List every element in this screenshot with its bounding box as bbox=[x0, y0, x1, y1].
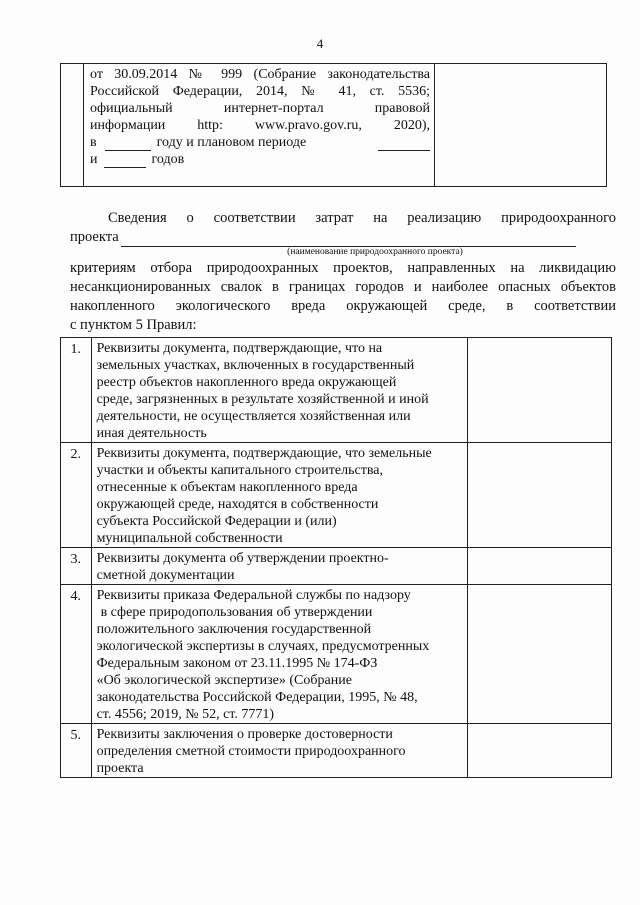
top-table bbox=[60, 63, 607, 187]
criteria-table bbox=[60, 337, 612, 778]
row-line: среде, загрязненных в результате хозяйственной и иной bbox=[96, 392, 429, 407]
row-line: «Об экологической экспертизе» (Собрание bbox=[96, 673, 352, 688]
row-value-cell bbox=[468, 585, 612, 724]
row-line: отнесенные к объектам накопленного вреда bbox=[96, 480, 358, 495]
row-line: определения сметной стоимости природоохранного bbox=[96, 744, 406, 759]
row-line: Реквизиты приказа Федеральной службы по надзору bbox=[96, 588, 411, 603]
row-line: ст. 4556; 2019, № 52, ст. 7771) bbox=[96, 707, 275, 722]
row-line: законодательства Российской Федерации, 1995, № 48, bbox=[96, 690, 418, 705]
top-line-5 bbox=[90, 134, 430, 151]
top-line-1: от 30.09.2014 № 999 (Собрание законодательства bbox=[90, 67, 430, 82]
row-number: 5. bbox=[61, 724, 92, 778]
table-row bbox=[61, 338, 612, 443]
year-blank bbox=[105, 150, 151, 151]
paragraph-line-3: накопленного экологического вреда окружающей среде, в соответствии bbox=[70, 298, 616, 314]
row-line: земельных участках, включенных в государственный bbox=[96, 358, 415, 373]
top-table-value-cell bbox=[435, 64, 607, 187]
row-number: 1. bbox=[61, 338, 92, 443]
row-line: сметной документации bbox=[96, 568, 235, 583]
row-line: муниципальной собственности bbox=[96, 531, 283, 546]
top-line-6 bbox=[90, 151, 430, 168]
heading-line-1: Сведения о соответствии затрат на реализацию природоохранного bbox=[108, 210, 616, 226]
row-number: 4. bbox=[61, 585, 92, 724]
row-line: Реквизиты документа, подтверждающие, что на bbox=[96, 341, 383, 356]
row-value-cell bbox=[468, 338, 612, 443]
table-row bbox=[61, 443, 612, 548]
top-line-5-prefix: в bbox=[90, 135, 97, 150]
row-line: окружающей среде, находятся в собственности bbox=[96, 497, 379, 512]
top-line-2: Российской Федерации, 2014, № 41, ст. 5536; bbox=[90, 84, 430, 99]
paragraph-line-1: критериям отбора природоохранных проектов, направленных на ликвидацию bbox=[70, 260, 616, 276]
section-heading bbox=[70, 209, 616, 247]
page-number: 4 bbox=[316, 36, 324, 51]
paragraph-line-4: с пунктом 5 Правил: bbox=[70, 317, 197, 333]
top-line-3: официальный интернет-портал правовой bbox=[90, 101, 430, 116]
years-blank bbox=[104, 167, 146, 168]
row-line: Реквизиты документа, подтверждающие, что земельные bbox=[96, 446, 432, 461]
row-line: в сфере природопользования об утверждении bbox=[100, 605, 373, 620]
row-value-cell bbox=[468, 724, 612, 778]
row-description bbox=[91, 585, 468, 724]
row-value-cell bbox=[468, 548, 612, 585]
table-row bbox=[61, 548, 612, 585]
row-description bbox=[91, 548, 468, 585]
period-blank bbox=[378, 150, 430, 151]
heading-line-2 bbox=[70, 228, 616, 247]
top-line-6-prefix: и bbox=[90, 152, 98, 167]
project-name-blank bbox=[121, 232, 576, 247]
row-description bbox=[91, 724, 468, 778]
table-row bbox=[61, 724, 612, 778]
row-line: проекта bbox=[96, 761, 144, 776]
row-number: 2. bbox=[61, 443, 92, 548]
heading-project-label: проекта bbox=[70, 229, 119, 245]
row-line: иная деятельность bbox=[96, 426, 207, 441]
row-description bbox=[91, 338, 468, 443]
row-line: субъекта Российской Федерации и (или) bbox=[96, 514, 337, 529]
row-line: положительного заключения государственной bbox=[96, 622, 372, 637]
top-table-text-cell bbox=[84, 64, 435, 187]
row-description bbox=[91, 443, 468, 548]
criteria-paragraph bbox=[70, 259, 616, 335]
row-line: Реквизиты документа об утверждении проектно- bbox=[96, 551, 389, 566]
table-row bbox=[61, 585, 612, 724]
row-line: Федеральным законом от 23.11.1995 № 174-ФЗ bbox=[96, 656, 378, 671]
top-line-4: информации http: www.pravo.gov.ru, 2020), bbox=[90, 118, 430, 133]
row-line: реестр объектов накопленного вреда окружающей bbox=[96, 375, 397, 390]
row-line: экологической экспертизы в случаях, предусмотренных bbox=[96, 639, 430, 654]
row-value-cell bbox=[468, 443, 612, 548]
row-line: деятельности, не осуществляется хозяйственная или bbox=[96, 409, 411, 424]
row-line: Реквизиты заключения о проверке достоверности bbox=[96, 727, 393, 742]
row-line: участки и объекты капитального строительства, bbox=[96, 463, 383, 478]
top-line-6-text: годов bbox=[151, 152, 185, 167]
top-line-5-text: году и плановом периоде bbox=[156, 135, 307, 150]
top-table-index-cell bbox=[61, 64, 84, 187]
paragraph-line-2: несанкционированных свалок в границах городов и наиболее опасных объектов bbox=[70, 279, 616, 295]
project-name-hint: (наименование природоохранного проекта) bbox=[287, 247, 463, 257]
row-number: 3. bbox=[61, 548, 92, 585]
